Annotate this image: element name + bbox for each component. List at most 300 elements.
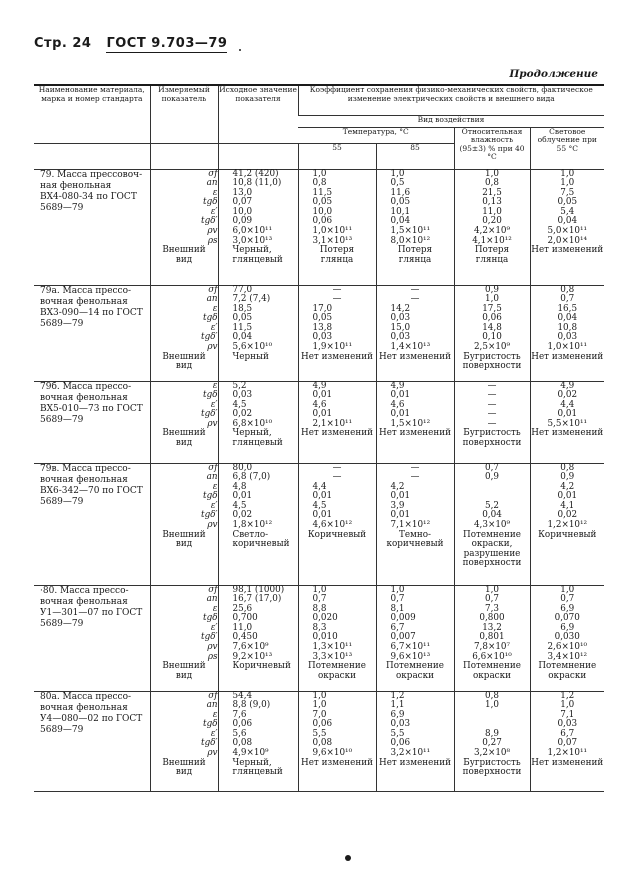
initial-value: Коричневый <box>232 661 291 672</box>
initial-value: 18,5 <box>232 303 253 314</box>
initial-value: 1,8×10¹² <box>232 520 273 531</box>
material-line: вочная фенольная <box>40 296 128 307</box>
indicator-symbol: ε <box>212 303 218 314</box>
t85-value: 0,7 <box>390 594 405 605</box>
light-value: Нет изменений <box>531 351 604 362</box>
t55-value: 0,01 <box>312 510 333 521</box>
indicator-symbol: Внешний <box>162 428 206 439</box>
initial-value: Светло- <box>232 529 269 540</box>
t85-value: 0,009 <box>390 613 416 624</box>
light-value: 0,01 <box>557 491 578 502</box>
initial-value: 6,8 (7,0) <box>232 472 271 483</box>
t55-value <box>299 362 376 372</box>
t55-value: 4,6 <box>312 399 327 410</box>
light-value: окраски <box>548 670 587 681</box>
indicator-symbol: tgδ <box>203 197 218 208</box>
indicator-cell <box>150 463 218 585</box>
t55-value: Нет изменений <box>301 351 373 362</box>
t85-cell <box>376 381 454 463</box>
indicator-symbol: ε′ <box>210 206 218 217</box>
indicator-cell <box>150 691 218 791</box>
t55-value: 0,7 <box>312 594 327 605</box>
initial-value: 0,02 <box>232 409 253 420</box>
light-value: 0,03 <box>557 719 578 730</box>
indicator-symbol: an <box>206 594 218 605</box>
initial-value: 41,2 (420) <box>232 168 279 179</box>
initial-cell <box>218 585 298 691</box>
t85-value: 4,2 <box>390 481 405 492</box>
initial-value: 0,03 <box>232 390 253 401</box>
scan-speck <box>239 49 241 51</box>
hum-value: 0,13 <box>482 197 502 208</box>
indicator-symbol: an <box>206 294 218 305</box>
material-line: 5689—79 <box>40 414 84 425</box>
t85-value: 1,0 <box>390 168 405 179</box>
t55-value: 11,5 <box>312 187 333 198</box>
hum-value: 7,8×10⁷ <box>473 642 511 653</box>
t85-value: коричневый <box>386 539 444 550</box>
light-value: 0,03 <box>557 332 578 343</box>
hum-value: окраски, <box>471 539 513 550</box>
light-value <box>531 540 605 550</box>
material-cell <box>34 285 150 381</box>
indicator-symbol: Внешний <box>162 757 206 768</box>
hum-cell <box>454 585 530 691</box>
light-value: 7,5 <box>560 187 575 198</box>
t85-value: 1,5×10¹¹ <box>390 226 431 237</box>
t85-value: — <box>410 472 420 483</box>
hum-value: 7,3 <box>485 603 499 614</box>
light-value: 5,0×10¹¹ <box>547 226 588 237</box>
light-value <box>531 256 605 266</box>
indicator-symbol: ρv <box>207 226 218 237</box>
light-value: Потемнение <box>538 661 597 672</box>
t85-value: 0,5 <box>390 178 405 189</box>
col-impact: Вид воздействия <box>298 115 604 127</box>
t85-value: 6,7×10¹¹ <box>390 642 431 653</box>
page-number: Стр. 24 <box>34 36 92 51</box>
light-value: 4,1 <box>560 500 575 511</box>
initial-value <box>219 672 298 682</box>
t85-value: 0,01 <box>390 510 411 521</box>
table-row <box>34 381 604 463</box>
t85-value <box>377 362 454 372</box>
hum-value: 21,5 <box>482 187 502 198</box>
indicator-symbol: ε′ <box>210 322 218 333</box>
light-value: 2,0×10¹⁴ <box>547 235 588 246</box>
col-t55: 55 <box>298 143 376 169</box>
hum-cell <box>454 463 530 585</box>
t85-value: 1,0 <box>390 584 405 595</box>
material-line: вочная фенольная <box>40 474 128 485</box>
light-value: 0,030 <box>554 632 580 643</box>
initial-value: 54,4 <box>232 690 253 701</box>
light-value: 0,7 <box>560 294 575 305</box>
t55-value: 5,5 <box>312 728 327 739</box>
indicator-symbol: вид <box>175 361 193 372</box>
light-value: 1,0 <box>560 168 575 179</box>
t55-value: 9,6×10¹⁰ <box>312 748 353 759</box>
indicator-symbol: вид <box>175 438 193 449</box>
initial-value: 98,1 (1000) <box>232 584 285 595</box>
indicator-symbol: вид <box>175 539 193 550</box>
t55-value: 0,8 <box>312 178 327 189</box>
col-light: Световое облучение при 55 °С <box>530 127 604 169</box>
initial-value: 80,0 <box>232 462 253 473</box>
t85-value: 0,05 <box>390 197 411 208</box>
hum-value: 0,800 <box>479 613 505 624</box>
initial-value: Черный <box>232 351 269 362</box>
material-line: 5689—79 <box>40 496 84 507</box>
t55-value: 13,8 <box>312 322 333 333</box>
hum-value: 17,5 <box>482 303 502 314</box>
hum-value: Потеря <box>474 245 510 256</box>
indicator-symbol: σf <box>208 584 218 595</box>
t85-value: — <box>410 284 420 295</box>
indicator-symbol: an <box>206 700 218 711</box>
t55-value: 0,01 <box>312 409 333 420</box>
indicator-symbol: ε <box>212 709 218 720</box>
t55-value: 4,9 <box>312 380 327 391</box>
indicator-cell <box>150 169 218 285</box>
initial-cell <box>218 691 298 791</box>
light-value: Нет изменений <box>531 245 604 256</box>
table-row <box>34 691 604 791</box>
indicator-symbol: an <box>206 178 218 189</box>
hum-cell <box>454 285 530 381</box>
t55-value: — <box>332 462 342 473</box>
light-value: 4,2 <box>560 481 575 492</box>
t55-value <box>299 768 376 778</box>
hum-value: 1,0 <box>485 700 499 711</box>
t55-value: 8,8 <box>312 603 327 614</box>
material-line: вочная фенольная <box>40 702 128 713</box>
col-coefficient: Коэффициент сохранения физико-механических свойств, фактическое изменение электрических свойств и внешнего вида <box>298 85 604 115</box>
t55-value: 7,0 <box>312 709 327 720</box>
light-value: 6,9 <box>560 603 575 614</box>
t85-value: 4,6 <box>390 399 405 410</box>
light-value: 0,05 <box>557 197 578 208</box>
indicator-symbol: ε <box>212 481 218 492</box>
t55-value: 1,0 <box>312 168 327 179</box>
col-spacer <box>150 143 218 169</box>
light-value: 1,2×10¹² <box>547 520 588 531</box>
col-t85: 85 <box>376 143 454 169</box>
t55-value: 0,010 <box>312 632 338 643</box>
t55-value: 3,3×10¹³ <box>312 651 353 662</box>
t85-value: Потеря <box>397 245 433 256</box>
initial-value: 10,8 (11,0) <box>232 178 282 189</box>
indicator-symbol: ρv <box>207 642 218 653</box>
t55-value: окраски <box>318 670 356 681</box>
material-line: ВХ3-090—14 по ГОСТ <box>40 307 143 318</box>
t85-cell <box>376 585 454 691</box>
t55-value: 3,1×10¹³ <box>312 235 353 246</box>
t55-value: глянца <box>320 254 354 265</box>
material-line: 79. Масса прессовоч- <box>40 169 143 180</box>
t85-cell <box>376 285 454 381</box>
indicator-symbol: ε <box>212 187 218 198</box>
initial-value: 11,0 <box>232 622 253 633</box>
t85-value: 1,4×10¹³ <box>390 342 431 353</box>
indicator-symbol: tgδ <box>203 719 218 730</box>
indicator-symbol: tgδ′ <box>201 332 218 343</box>
light-value: Нет изменений <box>531 428 604 439</box>
t85-value: 7,1×10¹² <box>390 520 431 531</box>
light-value: Нет изменений <box>531 757 604 768</box>
t55-value: — <box>332 284 342 295</box>
light-value: 0,8 <box>560 462 575 473</box>
initial-value: коричневый <box>232 539 290 550</box>
t85-cell <box>376 463 454 585</box>
indicator-symbol: ρs <box>207 235 218 246</box>
light-value: 0,8 <box>560 284 575 295</box>
t85-value: 0,04 <box>390 216 411 227</box>
t55-value: 0,01 <box>312 390 333 401</box>
material-cell <box>34 463 150 585</box>
initial-value: 8,8 (9,0) <box>232 700 271 711</box>
hum-value: 6,6×10¹⁰ <box>472 651 512 662</box>
light-cell <box>530 585 604 691</box>
initial-value: 0,700 <box>232 613 258 624</box>
initial-value: 0,06 <box>232 719 253 730</box>
hum-value: 0,801 <box>479 632 505 643</box>
t85-value: Потемнение <box>386 661 444 672</box>
t55-value: 1,0×10¹¹ <box>312 226 353 237</box>
t85-value: 11,6 <box>390 187 411 198</box>
light-value: Коричневый <box>538 529 597 540</box>
hum-value: 1,0 <box>485 294 499 305</box>
initial-value: 4,8 <box>232 481 247 492</box>
t85-cell <box>376 691 454 791</box>
table-row <box>34 463 604 585</box>
continuation-label: Продолжение <box>509 68 598 80</box>
material-line: 5689—79 <box>40 724 84 735</box>
material-cell <box>34 169 150 285</box>
light-value: 0,02 <box>557 510 578 521</box>
indicator-symbol: Внешний <box>162 351 206 362</box>
material-line: У4—080—02 по ГОСТ <box>40 713 143 724</box>
table-row <box>34 285 604 381</box>
initial-value: Черный, <box>232 757 272 768</box>
hum-value: поверхности <box>462 767 522 778</box>
t55-value: Потеря <box>319 245 355 256</box>
hum-value: окраски <box>473 670 511 681</box>
indicator-symbol: tgδ′ <box>201 216 218 227</box>
t85-value <box>377 439 454 449</box>
hum-value: Бугристость <box>463 351 521 362</box>
initial-value: 11,5 <box>232 322 253 333</box>
t85-value: 15,0 <box>390 322 411 333</box>
light-value: 0,07 <box>557 738 578 749</box>
material-cell <box>34 381 150 463</box>
hum-value: 1,0 <box>485 168 499 179</box>
t85-value: 0,06 <box>390 738 411 749</box>
light-value: 0,02 <box>557 390 578 401</box>
hum-value: 11,0 <box>482 206 502 217</box>
light-value: 5,5×10¹¹ <box>547 418 588 429</box>
light-value: 10,8 <box>557 322 578 333</box>
initial-value: 25,6 <box>232 603 253 614</box>
hum-value: 0,04 <box>482 510 502 521</box>
material-line: 5689—79 <box>40 202 84 213</box>
light-value: 3,4×10¹² <box>547 651 588 662</box>
hum-cell <box>454 381 530 463</box>
t85-value: 0,01 <box>390 491 411 502</box>
material-line: 80а. Масса прессо- <box>40 691 132 702</box>
hum-value: поверхности <box>462 361 522 372</box>
t55-value: 0,020 <box>312 613 338 624</box>
initial-value: 3,0×10¹³ <box>232 235 273 246</box>
t55-value: 1,0 <box>312 700 327 711</box>
hum-value: 0,8 <box>485 690 499 701</box>
t55-value: 10,0 <box>312 206 333 217</box>
indicator-symbol: ε′ <box>210 399 218 410</box>
t85-value: 5,5 <box>390 728 405 739</box>
material-line: ·80. Масса прессо- <box>40 585 129 596</box>
indicator-symbol: σf <box>208 168 218 179</box>
t85-value: 0,03 <box>390 719 411 730</box>
t55-cell <box>298 285 376 381</box>
hum-value: глянца <box>475 254 509 265</box>
page-dot <box>345 855 351 861</box>
indicator-symbol: ρs <box>207 651 218 662</box>
t55-value <box>299 439 376 449</box>
light-value: 1,2×10¹¹ <box>547 748 588 759</box>
hum-value: 14,8 <box>482 322 502 333</box>
initial-value: 77,0 <box>232 284 253 295</box>
initial-value: 4,5 <box>232 399 247 410</box>
indicator-symbol: вид <box>175 670 193 681</box>
hum-value <box>455 711 530 721</box>
light-cell <box>530 169 604 285</box>
t85-value: 6,7 <box>390 622 405 633</box>
t55-value: 1,3×10¹¹ <box>312 642 353 653</box>
t55-value: 4,5 <box>312 500 327 511</box>
initial-value: 0,04 <box>232 332 253 343</box>
t85-value: 1,1 <box>390 700 405 711</box>
material-line: ная фенольная <box>40 180 112 191</box>
t85-value: 1,5×10¹² <box>390 418 431 429</box>
page-header <box>34 36 227 51</box>
initial-value <box>219 362 298 372</box>
initial-value: 5,6 <box>232 728 247 739</box>
light-value: 2,6×10¹⁰ <box>547 642 588 653</box>
initial-value: 0,09 <box>232 216 253 227</box>
hum-value: 4,3×10⁹ <box>473 520 511 531</box>
hum-value: — <box>487 390 497 401</box>
t85-value: 1,2 <box>390 690 405 701</box>
t85-value: 0,03 <box>390 313 411 324</box>
initial-cell <box>218 285 298 381</box>
light-cell <box>530 463 604 585</box>
light-value: 4,4 <box>560 399 575 410</box>
initial-value: 16,7 (17,0) <box>232 594 282 605</box>
t55-cell <box>298 463 376 585</box>
t85-value: Нет изменений <box>379 757 451 768</box>
t55-value: 0,05 <box>312 197 333 208</box>
t55-value <box>299 540 376 550</box>
light-value: 1,0 <box>560 584 575 595</box>
t85-value: 0,01 <box>390 409 411 420</box>
t85-cell <box>376 169 454 285</box>
indicator-cell <box>150 381 218 463</box>
material-line: 79в. Масса прессо- <box>40 463 131 474</box>
table-body <box>34 169 604 791</box>
hum-value: 0,7 <box>485 594 499 605</box>
light-cell <box>530 285 604 381</box>
hum-value: 0,10 <box>482 332 502 343</box>
t55-value: 0,06 <box>312 216 333 227</box>
indicator-symbol: tgδ′ <box>201 738 218 749</box>
t85-value: 0,03 <box>390 332 411 343</box>
t55-value: 8,3 <box>312 622 327 633</box>
t55-value: 0,03 <box>312 332 333 343</box>
t55-value: 0,05 <box>312 313 333 324</box>
t85-value: Темно- <box>398 529 432 540</box>
t85-value: 10,1 <box>390 206 411 217</box>
t85-value: 6,9 <box>390 709 405 720</box>
light-value: 0,04 <box>557 216 578 227</box>
t55-value: 1,0 <box>312 584 327 595</box>
hum-value: — <box>487 399 497 410</box>
hum-value: 0,9 <box>485 284 499 295</box>
light-value: 0,7 <box>560 594 575 605</box>
t55-value: 1,0 <box>312 690 327 701</box>
t85-value: 8,1 <box>390 603 405 614</box>
indicator-symbol: ρv <box>207 748 218 759</box>
t85-value <box>377 768 454 778</box>
initial-value: 0,01 <box>232 491 253 502</box>
initial-value: 0,02 <box>232 510 253 521</box>
indicator-symbol: ρv <box>207 342 218 353</box>
light-cell <box>530 381 604 463</box>
hum-value: 0,9 <box>485 472 499 483</box>
t85-value: 3,9 <box>390 500 405 511</box>
t85-value: 0,01 <box>390 390 411 401</box>
t55-cell <box>298 169 376 285</box>
t85-value: 0,007 <box>390 632 416 643</box>
t55-value: Нет изменений <box>301 428 373 439</box>
light-cell <box>530 691 604 791</box>
indicator-symbol: ε′ <box>210 728 218 739</box>
indicator-symbol: σf <box>208 284 218 295</box>
indicator-symbol: ρv <box>207 520 218 531</box>
t55-value: 0,06 <box>312 719 333 730</box>
initial-value: Черный, <box>232 428 272 439</box>
t85-value: окраски <box>396 670 434 681</box>
t55-cell <box>298 691 376 791</box>
hum-value: — <box>487 380 497 391</box>
col-initial: Исходное значение показателя <box>218 85 298 143</box>
initial-value: 4,5 <box>232 500 247 511</box>
t55-value: 4,6×10¹² <box>312 520 353 531</box>
light-value: 5,4 <box>560 206 575 217</box>
initial-value: 6,8×10¹⁰ <box>232 418 273 429</box>
hum-value: 13,2 <box>482 622 502 633</box>
table-row <box>34 585 604 691</box>
hum-value: поверхности <box>462 438 522 449</box>
indicator-symbol: вид <box>175 254 193 265</box>
t85-value: Нет изменений <box>379 351 451 362</box>
initial-value: 0,08 <box>232 738 253 749</box>
hum-value: 0,20 <box>482 216 502 227</box>
indicator-symbol: Внешний <box>162 529 206 540</box>
t55-value: 4,4 <box>312 481 327 492</box>
table-row <box>34 169 604 285</box>
indicator-symbol: ε <box>212 603 218 614</box>
initial-cell <box>218 463 298 585</box>
